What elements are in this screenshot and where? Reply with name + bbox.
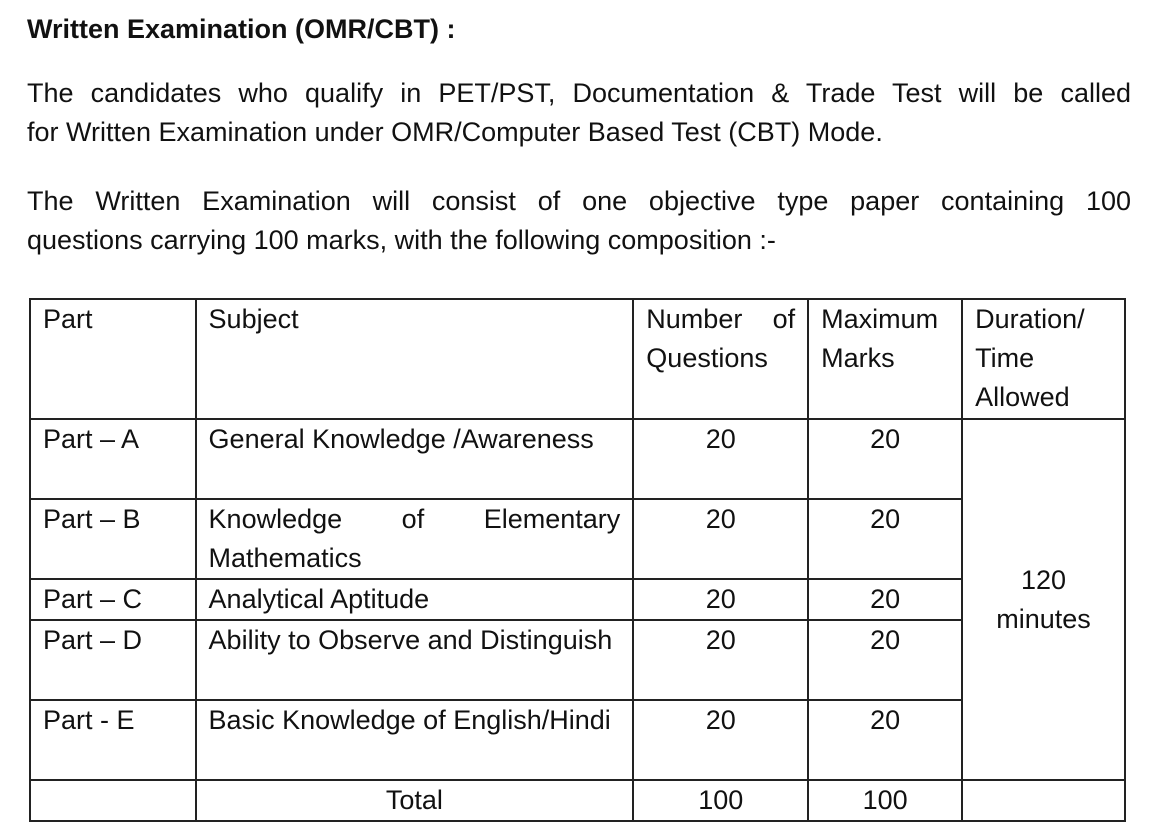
cell-marks: 20 — [808, 499, 962, 579]
cell-subject: Basic Knowledge of English/Hindi — [196, 700, 634, 780]
cell-total-questions: 100 — [633, 780, 808, 821]
table-row — [30, 579, 1125, 620]
section-heading: Written Examination (OMR/CBT) : — [27, 14, 456, 44]
cell-questions: 20 — [633, 419, 808, 499]
cell-part: Part – C — [30, 579, 196, 620]
cell-duration: 120 minutes — [962, 419, 1125, 780]
paragraph-line: The Written Examination will consist of one objective type paper containing 100 — [27, 186, 1131, 216]
cell-marks: 20 — [808, 579, 962, 620]
cell-questions: 20 — [633, 620, 808, 700]
cell-marks: 20 — [808, 419, 962, 499]
table-row — [30, 419, 1125, 499]
header-subject: Subject — [196, 299, 634, 419]
header-part: Part — [30, 299, 196, 419]
paragraph-line: The candidates who qualify in PET/PST, Documentation & Trade Test will be called — [27, 78, 1131, 108]
cell-questions: 20 — [633, 579, 808, 620]
composition-paragraph — [27, 182, 1131, 260]
cell-subject: Analytical Aptitude — [196, 579, 634, 620]
table-row — [30, 499, 1125, 579]
paragraph-line: questions carrying 100 marks, with the following composition :- — [27, 225, 776, 255]
cell-total-empty — [30, 780, 196, 821]
exam-composition-table — [29, 298, 1126, 822]
cell-subject: General Knowledge /Awareness — [196, 419, 634, 499]
cell-marks: 20 — [808, 700, 962, 780]
header-marks: Maximum Marks — [808, 299, 962, 419]
cell-total-duration-empty — [962, 780, 1125, 821]
cell-part: Part - E — [30, 700, 196, 780]
cell-total-marks: 100 — [808, 780, 962, 821]
cell-part: Part – B — [30, 499, 196, 579]
table-row — [30, 700, 1125, 780]
cell-marks: 20 — [808, 620, 962, 700]
total-row — [30, 780, 1125, 821]
cell-questions: 20 — [633, 499, 808, 579]
header-questions: Number of Questions — [633, 299, 808, 419]
table-row — [30, 620, 1125, 700]
qualification-paragraph — [27, 74, 1131, 152]
cell-subject: Ability to Observe and Distinguish — [196, 620, 634, 700]
cell-subject: Knowledge of Elementary Mathematics — [196, 499, 634, 579]
header-duration: Duration/ Time Allowed — [962, 299, 1125, 419]
paragraph-line: for Written Examination under OMR/Computer Based Test (CBT) Mode. — [27, 117, 883, 147]
cell-total-label: Total — [196, 780, 634, 821]
cell-part: Part – D — [30, 620, 196, 700]
cell-part: Part – A — [30, 419, 196, 499]
table-header-row — [30, 299, 1125, 419]
cell-questions: 20 — [633, 700, 808, 780]
